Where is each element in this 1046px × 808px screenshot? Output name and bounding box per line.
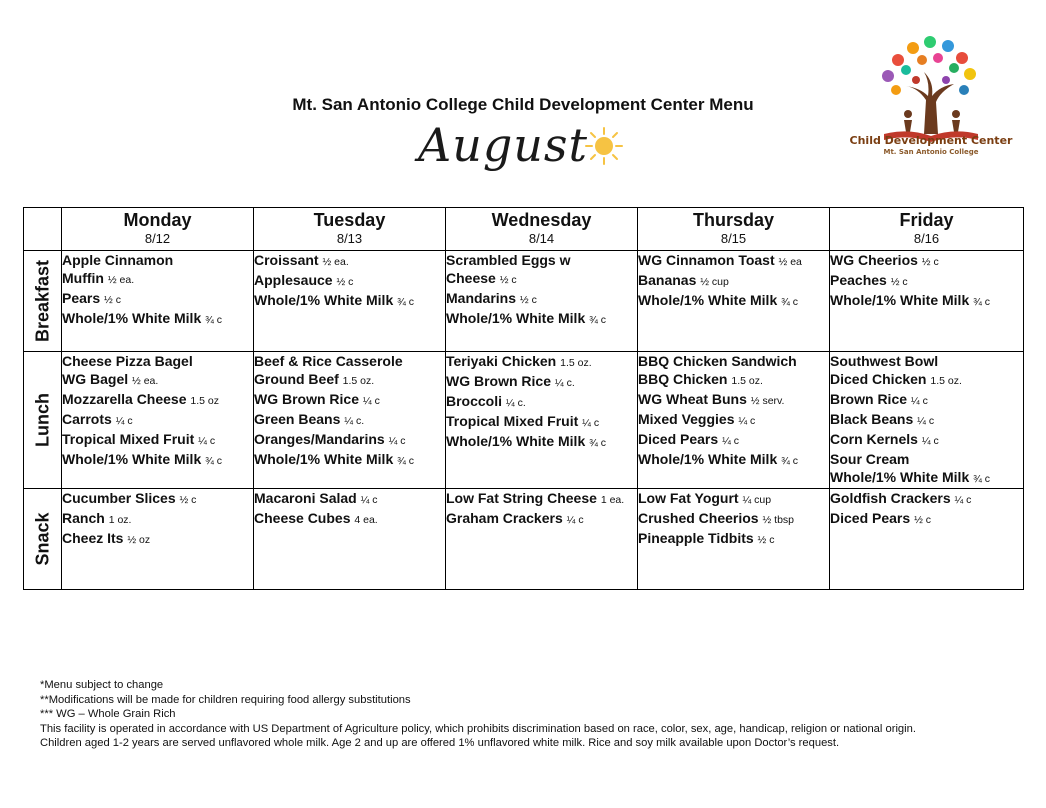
- menu-item-qty: ¼ c: [722, 435, 739, 447]
- day-header-monday: Monday 8/12: [62, 208, 254, 251]
- menu-cell: [254, 489, 446, 590]
- menu-item-qty: 4 ea.: [354, 514, 378, 526]
- menu-item: [62, 450, 253, 470]
- menu-item-qty: 1.5 oz: [190, 395, 219, 407]
- menu-item-name: WG Brown Rice: [254, 391, 360, 407]
- menu-item: [830, 450, 1023, 468]
- menu-item: [254, 489, 445, 509]
- menu-item: [638, 251, 829, 271]
- menu-item: [446, 269, 637, 289]
- menu-item-qty: ¼ c: [738, 415, 756, 427]
- menu-item-name: BBQ Chicken: [638, 371, 728, 387]
- menu-item-name: WG Bagel: [62, 371, 129, 387]
- menu-item-name: Whole/1% White Milk: [62, 451, 202, 467]
- menu-item-name: Ranch: [62, 510, 105, 526]
- logo-name: Child Development Center: [849, 134, 1013, 147]
- menu-item: [830, 251, 1023, 271]
- menu-cell: [830, 489, 1024, 590]
- menu-item-name: BBQ Chicken Sandwich: [638, 353, 797, 369]
- menu-cell: [830, 352, 1024, 489]
- logo-subtitle: Mt. San Antonio College: [883, 148, 979, 156]
- corner-cell: [24, 208, 62, 251]
- menu-item-name: Apple Cinnamon: [62, 252, 174, 268]
- menu-item-qty: ½ c: [519, 294, 537, 306]
- menu-item: [446, 251, 637, 269]
- menu-item-name: Muffin: [62, 270, 104, 286]
- menu-cell: [446, 489, 638, 590]
- menu-item-qty: ¼ c.: [505, 397, 526, 409]
- menu-item: [446, 432, 637, 452]
- menu-item: [446, 509, 637, 529]
- day-header-row: [24, 208, 1024, 251]
- menu-item-name: WG Wheat Buns: [638, 391, 747, 407]
- menu-item-name: Mozzarella Cheese: [62, 391, 187, 407]
- menu-item: [62, 370, 253, 390]
- menu-item: [254, 251, 445, 271]
- lunch-row: [24, 352, 1024, 489]
- menu-item-name: Pears: [62, 290, 101, 306]
- menu-item: [638, 410, 829, 430]
- menu-item-name: Pineapple Tidbits: [638, 530, 754, 546]
- menu-item-name: Whole/1% White Milk: [638, 451, 778, 467]
- row-label-breakfast: Breakfast: [24, 251, 62, 352]
- menu-item-name: Oranges/Mandarins: [254, 431, 385, 447]
- day-header-friday: Friday 8/16: [830, 208, 1024, 251]
- menu-item: [638, 450, 829, 470]
- menu-item: [446, 489, 637, 509]
- menu-item-name: Low Fat Yogurt: [638, 490, 739, 506]
- menu-item-qty: ½ cup: [700, 276, 729, 288]
- menu-item-name: Southwest Bowl: [830, 353, 939, 369]
- menu-item-qty: ½ c: [914, 514, 931, 526]
- menu-item-qty: 1 oz.: [108, 514, 132, 526]
- menu-item: [638, 370, 829, 390]
- menu-item: [830, 271, 1023, 291]
- menu-item: [446, 352, 637, 372]
- menu-item-qty: ¾ c: [973, 473, 991, 485]
- menu-item-qty: ¼ c: [582, 417, 600, 429]
- menu-item-qty: ½ c: [921, 256, 939, 268]
- menu-item-name: Whole/1% White Milk: [830, 469, 970, 485]
- menu-cell: [638, 352, 830, 489]
- footnote: Children aged 1-2 years are served unflavored whole milk. Age 2 and up are offered 1% unflavored white milk. Rice and soy milk available upon Doctor’s request.: [40, 737, 840, 750]
- menu-item-qty: ¼ c: [388, 435, 406, 447]
- footnote: *Menu subject to change: [40, 679, 164, 691]
- menu-cell: [62, 251, 254, 352]
- day-header-thursday: Thursday 8/15: [638, 208, 830, 251]
- menu-item-name: Croissant: [254, 252, 319, 268]
- menu-item: [830, 489, 1023, 509]
- menu-item-name: Mixed Veggies: [638, 411, 735, 427]
- menu-item-qty: 1.5 oz.: [560, 357, 592, 369]
- menu-item-name: Goldfish Crackers: [830, 490, 951, 506]
- menu-item: [254, 271, 445, 291]
- menu-item: [830, 509, 1023, 529]
- sun-icon: [584, 126, 624, 166]
- menu-item: [446, 309, 637, 329]
- row-label-snack: Snack: [24, 489, 62, 590]
- menu-item-name: Black Beans: [830, 411, 914, 427]
- menu-item: [62, 352, 253, 370]
- menu-cell: [830, 251, 1024, 352]
- menu-item: [830, 291, 1023, 311]
- menu-item: [638, 291, 829, 311]
- footnotes: [40, 678, 1010, 751]
- menu-item: [830, 410, 1023, 430]
- menu-item-name: Brown Rice: [830, 391, 908, 407]
- row-label-lunch: Lunch: [24, 352, 62, 489]
- menu-item: [254, 370, 445, 390]
- menu-item-qty: ¼ c: [921, 435, 939, 447]
- menu-item-name: Whole/1% White Milk: [62, 310, 202, 326]
- menu-item-name: Cheese Cubes: [254, 510, 351, 526]
- menu-item: [62, 251, 253, 269]
- menu-item-qty: 1.5 oz.: [930, 375, 962, 387]
- menu-item-qty: ¼ c: [954, 494, 972, 506]
- menu-item: [638, 489, 829, 509]
- menu-item: [830, 370, 1023, 390]
- menu-item-qty: ½ ea.: [132, 375, 159, 387]
- menu-table: [23, 207, 1024, 590]
- menu-item-qty: ¾ c: [781, 296, 799, 308]
- menu-item-qty: ¾ c: [397, 455, 415, 467]
- menu-item: [254, 291, 445, 311]
- footnote: **Modifications will be made for children requiring food allergy substitutions: [40, 693, 411, 706]
- menu-item-name: Whole/1% White Milk: [446, 310, 586, 326]
- menu-item-name: Whole/1% White Milk: [254, 451, 394, 467]
- menu-item-qty: ¾ c: [589, 437, 607, 449]
- menu-item-name: WG Brown Rice: [446, 373, 552, 389]
- menu-item-name: Tropical Mixed Fruit: [446, 413, 579, 429]
- menu-item-name: Crushed Cheerios: [638, 510, 759, 526]
- menu-item-name: Bananas: [638, 272, 697, 288]
- menu-item: [62, 489, 253, 509]
- menu-item-name: Carrots: [62, 411, 112, 427]
- menu-item-qty: ½ c: [499, 274, 517, 286]
- menu-item-name: Corn Kernels: [830, 431, 918, 447]
- menu-item: [446, 372, 637, 392]
- menu-item-qty: ½ ea: [778, 256, 802, 268]
- menu-item: [638, 352, 829, 370]
- menu-item-name: Diced Pears: [638, 431, 719, 447]
- menu-item-qty: 1 ea.: [600, 494, 625, 506]
- menu-item-name: Tropical Mixed Fruit: [62, 431, 195, 447]
- menu-item-name: Whole/1% White Milk: [830, 292, 970, 308]
- menu-item-qty: ½ tbsp: [762, 514, 795, 526]
- menu-item: [62, 430, 253, 450]
- menu-item-qty: ¾ c: [205, 455, 223, 467]
- menu-item-name: Cheez Its: [62, 530, 124, 546]
- menu-item-qty: ¾ c: [397, 296, 415, 308]
- menu-item-qty: ¾ c: [205, 314, 223, 326]
- menu-item-qty: ¼ c: [566, 514, 584, 526]
- menu-item: [830, 390, 1023, 410]
- menu-item: [62, 309, 253, 329]
- menu-item-name: Teriyaki Chicken: [446, 353, 557, 369]
- menu-item-qty: ¾ c: [589, 314, 607, 326]
- menu-item-qty: ½ ea.: [322, 256, 349, 268]
- menu-item: [638, 509, 829, 529]
- menu-item: [254, 509, 445, 529]
- menu-item-name: Cheese Pizza Bagel: [62, 353, 193, 369]
- menu-item: [254, 352, 445, 370]
- menu-item: [254, 410, 445, 430]
- menu-item-qty: 1.5 oz.: [731, 375, 763, 387]
- menu-item-qty: 1.5 oz.: [342, 375, 375, 387]
- menu-item-name: Graham Crackers: [446, 510, 563, 526]
- menu-cell: [62, 489, 254, 590]
- footnote: *** WG – Whole Grain Rich: [40, 708, 176, 721]
- menu-item: [830, 352, 1023, 370]
- menu-item: [62, 509, 253, 529]
- menu-cell: [638, 489, 830, 590]
- menu-item: [446, 289, 637, 309]
- breakfast-row: [24, 251, 1024, 352]
- menu-item-qty: ½ c: [336, 276, 354, 288]
- menu-item-qty: ¼ c: [910, 395, 928, 407]
- menu-item-qty: ½ ea.: [107, 274, 135, 286]
- menu-item-name: Mandarins: [446, 290, 517, 306]
- menu-item-name: Broccoli: [446, 393, 503, 409]
- menu-item: [62, 529, 253, 549]
- menu-item-name: Cucumber Slices: [62, 490, 176, 506]
- day-header-wednesday: Wednesday 8/14: [446, 208, 638, 251]
- menu-item-qty: ½ oz: [127, 534, 151, 546]
- menu-item-name: Applesauce: [254, 272, 333, 288]
- menu-item-qty: ¼ c.: [554, 377, 575, 389]
- menu-item-name: Whole/1% White Milk: [638, 292, 778, 308]
- menu-item: [638, 390, 829, 410]
- menu-item-qty: ½ c: [890, 276, 908, 288]
- menu-item-name: Sour Cream: [830, 451, 910, 467]
- menu-cell: [254, 352, 446, 489]
- day-header-tuesday: Tuesday 8/13: [254, 208, 446, 251]
- menu-item: [254, 390, 445, 410]
- menu-item-name: Diced Pears: [830, 510, 911, 526]
- month-heading: August: [418, 118, 589, 172]
- menu-cell: [254, 251, 446, 352]
- menu-item: [830, 468, 1023, 488]
- menu-cell: [62, 352, 254, 489]
- menu-item: [638, 271, 829, 291]
- page-title: Mt. San Antonio College Child Development Center Menu: [292, 95, 754, 114]
- menu-item-qty: ¼ cup: [742, 494, 772, 506]
- menu-item-qty: ¼ c: [917, 415, 935, 427]
- menu-item-name: WG Cinnamon Toast: [638, 252, 775, 268]
- menu-item: [62, 269, 253, 289]
- menu-item: [62, 410, 253, 430]
- menu-item-name: Cheese: [446, 270, 496, 286]
- menu-item-qty: ¼ c: [198, 435, 216, 447]
- menu-item-name: Ground Beef: [254, 371, 339, 387]
- menu-item-qty: ¾ c: [973, 296, 991, 308]
- menu-item-qty: ½ c: [757, 534, 775, 546]
- menu-item-name: Beef & Rice Casserole: [254, 353, 403, 369]
- menu-item-qty: ¼ c.: [344, 415, 365, 427]
- menu-cell: [638, 251, 830, 352]
- footnote: This facility is operated in accordance with US Department of Agriculture policy, which prohibits discrimination based on race, color, sex, age, handicap, religion or national origin.: [40, 722, 916, 735]
- menu-item-qty: ½ serv.: [750, 395, 785, 407]
- menu-item-name: Scrambled Eggs w: [446, 252, 571, 268]
- snack-row: [24, 489, 1024, 590]
- menu-item-qty: ¼ c: [115, 415, 133, 427]
- menu-item-name: Low Fat String Cheese: [446, 490, 597, 506]
- menu-item-name: Diced Chicken: [830, 371, 927, 387]
- menu-item-qty: ¾ c: [781, 455, 799, 467]
- menu-item: [254, 430, 445, 450]
- menu-item-name: Whole/1% White Milk: [446, 433, 586, 449]
- menu-cell: [446, 251, 638, 352]
- menu-item-name: Green Beans: [254, 411, 341, 427]
- menu-item: [830, 430, 1023, 450]
- menu-item: [446, 392, 637, 412]
- menu-item: [62, 390, 253, 410]
- menu-cell: [446, 352, 638, 489]
- menu-item: [638, 529, 829, 549]
- menu-item-name: WG Cheerios: [830, 252, 918, 268]
- menu-item-qty: ¼ c: [362, 395, 380, 407]
- menu-item: [254, 450, 445, 470]
- menu-item-qty: ½ c: [104, 294, 121, 306]
- menu-item-qty: ½ c: [179, 494, 197, 506]
- menu-item: [638, 430, 829, 450]
- menu-item-name: Peaches: [830, 272, 887, 288]
- menu-item: [446, 412, 637, 432]
- menu-item-qty: ¼ c: [360, 494, 378, 506]
- menu-item: [62, 289, 253, 309]
- menu-item-name: Whole/1% White Milk: [254, 292, 394, 308]
- menu-item-name: Macaroni Salad: [254, 490, 357, 506]
